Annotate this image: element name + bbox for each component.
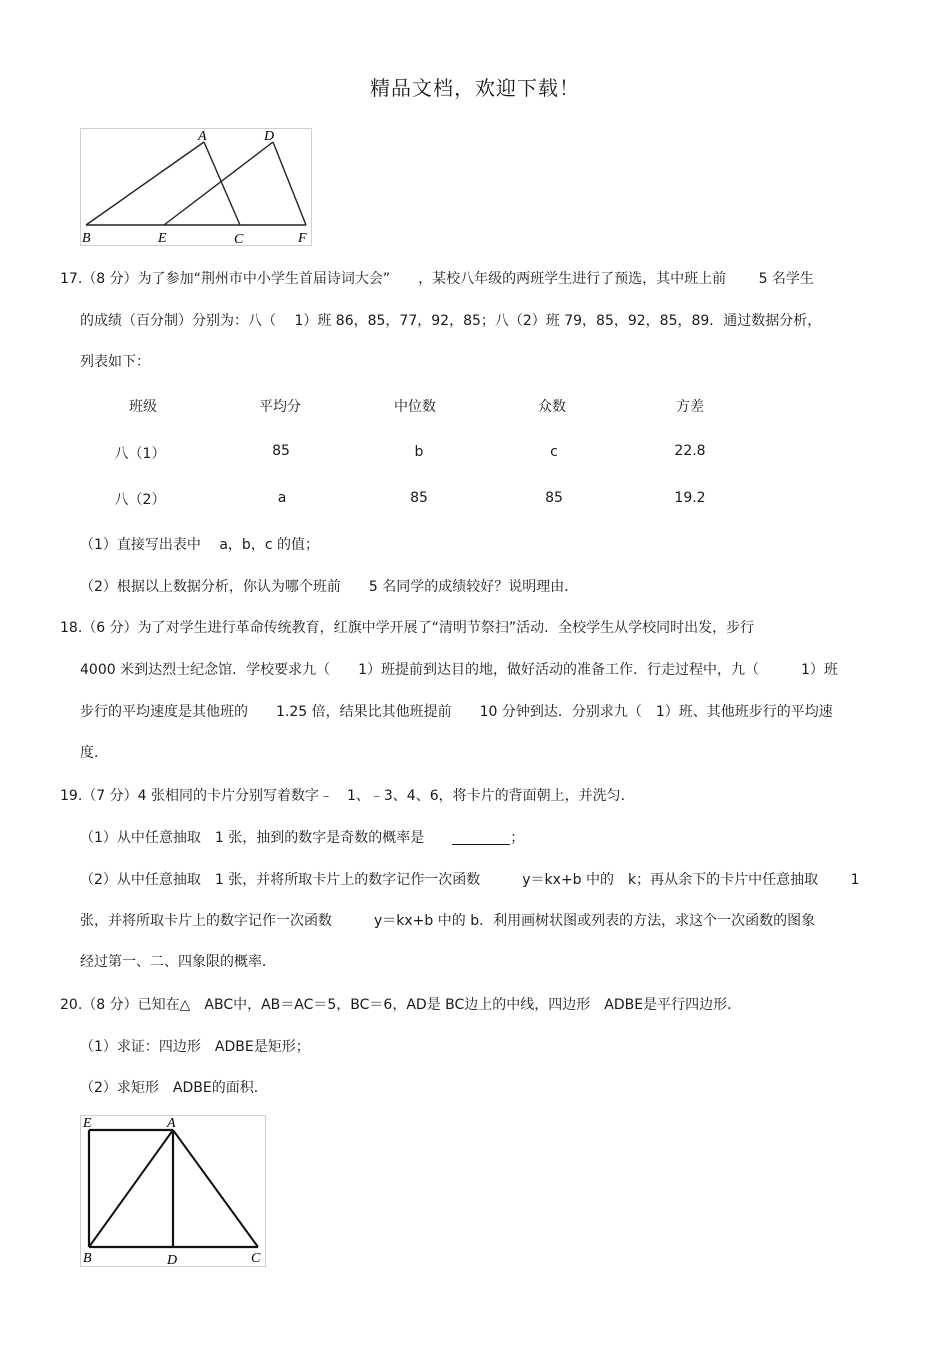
- q19-line-1: 19.（7 分）4 张相同的卡片分别写着数字﹣ 1、﹣3、4、6，将卡片的背面朝上，并洗匀．: [60, 788, 635, 804]
- q17-line-2: 的成绩（百分制）分别为：八（ 1）班 86，85，77，92，85；八（2）班 79，85，92，85，89．通过数据分析，: [80, 313, 822, 329]
- table-row-2-median: 85: [410, 490, 428, 506]
- table-row-1-class: 八（1）: [114, 446, 166, 462]
- q18-line-3: 步行的平均速度是其他班的 1.25 倍，结果比其他班提前 10 分钟到达．分别求九（ 1）班、其他班步行的平均速: [80, 704, 833, 720]
- figure-rectangle-svg: [80, 1115, 266, 1267]
- answer-blank: [452, 830, 510, 845]
- label-e-2: E: [83, 1116, 92, 1131]
- label-a-2: A: [167, 1116, 176, 1131]
- q19-sub-1-end: ；: [510, 830, 525, 846]
- label-a: A: [198, 129, 207, 144]
- q17-line-3: 列表如下：: [80, 354, 150, 370]
- figure-border: [81, 129, 312, 246]
- table-header-mean: 平均分: [259, 399, 301, 415]
- q18-line-4: 度．: [80, 745, 108, 761]
- table-row-1-median: b: [414, 444, 424, 460]
- q19-sub-1-text: （1）从中任意抽取 1 张，抽到的数字是奇数的概率是: [80, 830, 453, 846]
- q19-sub-1: [80, 827, 524, 847]
- q20-line-1: 20.（8 分）已知在△ ABC中，AB＝AC＝5，BC＝6，AD是 BC边上的中线，四边形 ADBE是平行四边形．: [60, 997, 742, 1013]
- q20-sub-1: （1）求证：四边形 ADBE是矩形；: [80, 1039, 310, 1055]
- q18-line-2: 4000 米到达烈士纪念馆．学校要求九（ 1）班提前到达目的地，做好活动的准备工作．行走过程中，九（ 1）班: [80, 662, 838, 678]
- label-e: E: [158, 231, 167, 246]
- q19-sub-2: （2）从中任意抽取 1 张，并将所取卡片上的数字记作一次函数 y＝kx+b 中的 k；再从余下的卡片中任意抽取 1: [80, 872, 860, 888]
- q17-sub-2: （2）根据以上数据分析，你认为哪个班前 5 名同学的成绩较好？说明理由．: [80, 579, 579, 595]
- figure-rectangle-adbe: [80, 1115, 266, 1267]
- table-row-1-variance: 22.8: [674, 443, 706, 459]
- figure-triangles-svg: [80, 128, 312, 246]
- q19-line-3: 张，并将所取卡片上的数字记作一次函数 y＝kx+b 中的 b．利用画树状图或列表的方法，求这个一次函数的图象: [80, 913, 816, 929]
- table-row-2-mode: 85: [545, 490, 563, 506]
- figure-triangles-abc-def: [80, 128, 312, 246]
- page-title: 精品文档，欢迎下载！: [370, 76, 580, 100]
- table-row-2-mean: a: [277, 490, 287, 506]
- table-row-2-class: 八（2）: [114, 492, 166, 508]
- label-f: F: [298, 231, 307, 246]
- table-row-2-variance: 19.2: [674, 490, 706, 506]
- table-header-mode: 众数: [538, 399, 566, 415]
- q20-sub-2: （2）求矩形 ADBE的面积．: [80, 1080, 268, 1096]
- q18-line-1: 18.（6 分）为了对学生进行革命传统教育，红旗中学开展了“清明节祭扫”活动．全校学生从学校同时出发，步行: [60, 620, 755, 636]
- table-header-variance: 方差: [676, 399, 704, 415]
- label-b-2: B: [83, 1251, 92, 1266]
- label-d: D: [264, 129, 275, 144]
- label-c: C: [234, 232, 244, 246]
- q17-line-1: 17.（8 分）为了参加“荆州市中小学生首届诗词大会” ，某校八年级的两班学生进行了预选，其中班上前 5 名学生: [60, 271, 814, 287]
- q19-line-4: 经过第一、二、四象限的概率．: [80, 954, 276, 970]
- label-d-2: D: [167, 1253, 178, 1267]
- table-header-median: 中位数: [394, 399, 436, 415]
- q17-sub-1: （1）直接写出表中 a，b，c 的值；: [80, 537, 319, 553]
- label-c-2: C: [251, 1251, 261, 1266]
- label-b: B: [82, 231, 91, 246]
- table-header-class: 班级: [129, 399, 157, 415]
- table-row-1-mean: 85: [272, 443, 290, 459]
- table-row-1-mode: c: [550, 444, 558, 460]
